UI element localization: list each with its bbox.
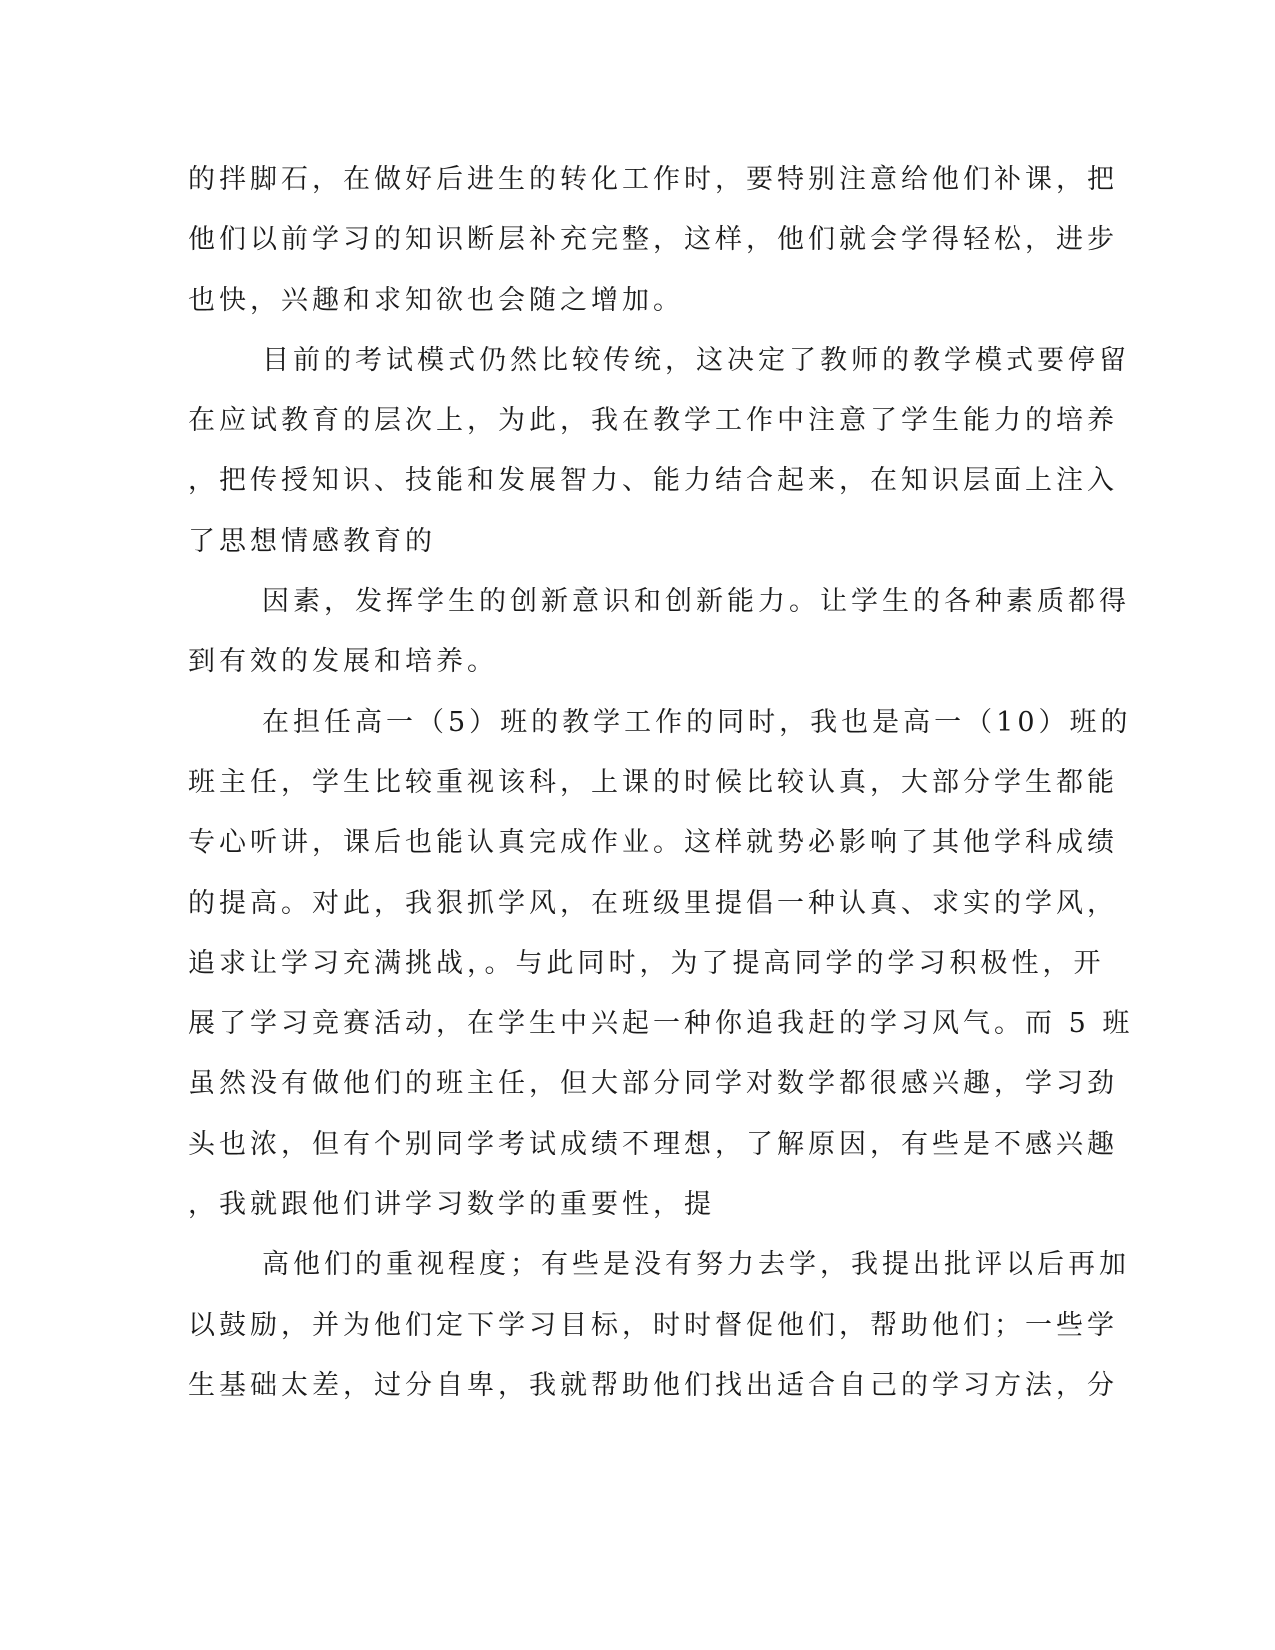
text-line: 高他们的重视程度；有些是没有努力去学，我提出批评以后再加 <box>262 1249 1130 1281</box>
text-line: 也快，兴趣和求知欲也会随之增加。 <box>188 284 684 316</box>
text-line: ，把传授知识、技能和发展智力、能力结合起来，在知识层面上注入 <box>188 465 1118 497</box>
text-line: 在应试教育的层次上，为此，我在教学工作中注意了学生能力的培养 <box>188 405 1118 437</box>
text-line: 目前的考试模式仍然比较传统，这决定了教师的教学模式要停留 <box>262 344 1130 376</box>
text-line: 了思想情感教育的 <box>188 525 436 557</box>
text-line: 在担任高一（5）班的教学工作的同时，我也是高一（10）班的 <box>262 706 1132 738</box>
text-line: 虽然没有做他们的班主任，但大部分同学对数学都很感兴趣，学习劲 <box>188 1068 1118 1100</box>
text-line: 展了学习竞赛活动，在学生中兴起一种你追我赶的学习风气。而 5 班 <box>188 1008 1134 1040</box>
text-line: 头也浓，但有个别同学考试成绩不理想，了解原因，有些是不感兴趣 <box>188 1128 1118 1160</box>
text-line: 的拌脚石，在做好后进生的转化工作时，要特别注意给他们补课，把 <box>188 164 1118 195</box>
body-text <box>188 150 1134 1416</box>
text-line: 因素，发挥学生的创新意识和创新能力。让学生的各种素质都得 <box>262 586 1130 618</box>
text-line: 专心听讲，课后也能认真完成作业。这样就势必影响了其他学科成绩 <box>188 827 1118 859</box>
text-line: 生基础太差，过分自卑，我就帮助他们找出适合自己的学习方法，分 <box>188 1369 1118 1401</box>
text-line: 到有效的发展和培养。 <box>188 646 498 678</box>
text-line: 追求让学习充满挑战，。与此同时，为了提高同学的学习积极性，开 <box>188 947 1105 979</box>
text-line: 的提高。对此，我狠抓学风，在班级里提倡一种认真、求实的学风， <box>188 887 1118 919</box>
text-line: 以鼓励，并为他们定下学习目标，时时督促他们，帮助他们；一些学 <box>188 1309 1118 1341</box>
text-line: 他们以前学习的知识断层补充完整，这样，他们就会学得轻松，进步 <box>188 224 1118 256</box>
text-line: ，我就跟他们讲学习数学的重要性，提 <box>188 1189 715 1221</box>
text-line: 班主任，学生比较重视该科，上课的时候比较认真，大部分学生都能 <box>188 766 1118 798</box>
